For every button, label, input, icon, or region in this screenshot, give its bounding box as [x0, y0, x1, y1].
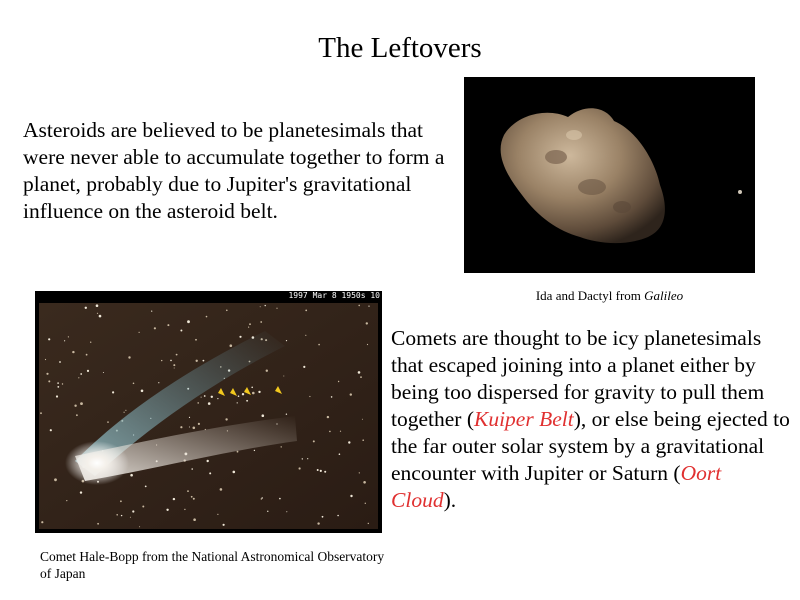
comets-text-1: Comets are thought to be icy planetesimals that escaped joining into a planet either by being too dispersed for gravity to pull them together (: [391, 326, 765, 431]
comets-text-3: ).: [443, 488, 457, 512]
oort-cloud-link[interactable]: Oort Cloud: [391, 461, 722, 512]
ida-caption-source: Galileo: [644, 288, 684, 303]
comets-text-2: ), or else being ejected to the far outer solar system by a gravitational encounter with Jupiter or Saturn (: [391, 407, 790, 485]
comet-caption: Comet Hale-Bopp from the National Astronomical Observatory of Japan: [40, 549, 385, 581]
kuiper-belt-link[interactable]: Kuiper Belt: [473, 407, 574, 431]
comets-paragraph: [391, 325, 791, 514]
ida-caption-prefix: Ida and Dactyl from: [535, 288, 645, 303]
comet-hale-bopp-photo: [35, 291, 382, 533]
ida-caption: [464, 288, 755, 304]
comet-image-timestamp: 1997 Mar 8 1950s 10: [288, 291, 380, 300]
ida-dactyl-photo: [464, 77, 755, 273]
page-title: The Leftovers: [318, 32, 482, 64]
asteroids-paragraph: Asteroids are believed to be planetesimals that were never able to accumulate together to form a planet, probably due to Jupiter's gravitational influence on the asteroid belt.: [23, 118, 445, 223]
